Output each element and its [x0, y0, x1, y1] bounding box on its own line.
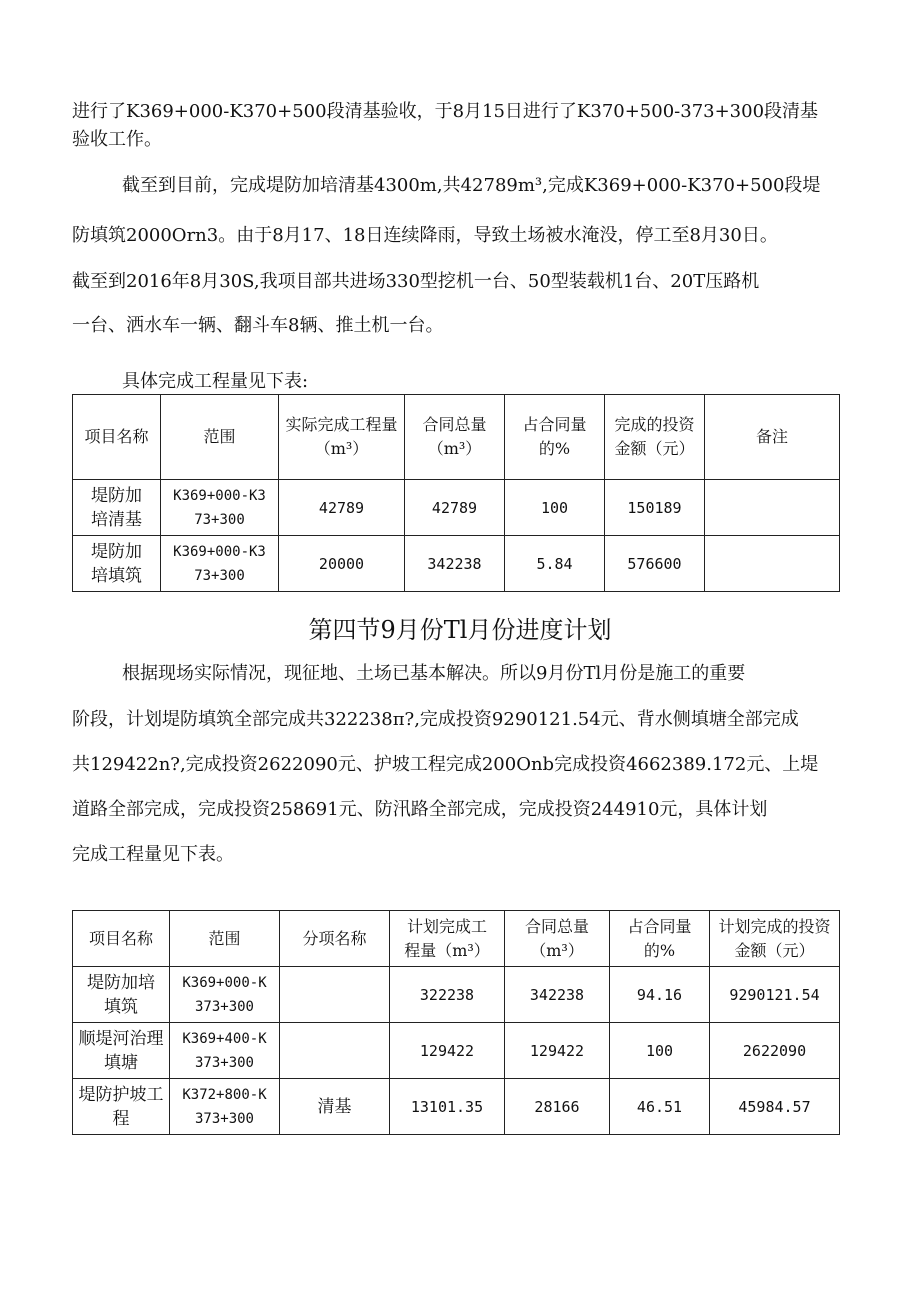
header-cell: 合同总量 （m³） [505, 911, 610, 967]
header-cell: 备注 [705, 395, 840, 480]
table-header-row [73, 395, 840, 480]
cell-contract: 129422 [505, 1023, 610, 1079]
progress-line: 防填筑2000Orn3。由于8月17、18日连续降雨，导致土场被水淹没，停工至8月30日。 [72, 225, 778, 246]
progress-line: 截至到2016年8月30S,我项目部共进场330型挖机一台、50型装载机1台、20T压路机 [72, 271, 760, 292]
cell-range: K369+000-K3 73+300 [161, 480, 279, 536]
cell-contract: 342238 [405, 536, 505, 592]
plan-line: 根据现场实际情况，现征地、土场已基本解决。所以9月份Tl月份是施工的重要 [122, 663, 746, 684]
cell-invest: 576600 [605, 536, 705, 592]
cell-range: K369+000-K3 73+300 [161, 536, 279, 592]
cell-pct: 94.16 [610, 967, 710, 1023]
plan-line: 完成工程量见下表。 [72, 844, 234, 865]
cell-actual: 42789 [279, 480, 405, 536]
plan-line: 阶段，计划堤防填筑全部完成共322238π?,完成投资9290121.54元、背水侧填塘全部完成 [72, 709, 799, 730]
header-cell: 范围 [161, 395, 279, 480]
header-cell: 分项名称 [280, 911, 390, 967]
cell-range: K369+000-K 373+300 [170, 967, 280, 1023]
header-cell: 计划完成的投资 金额（元） [710, 911, 840, 967]
table1-caption: 具体完成工程量见下表: [122, 371, 309, 392]
table-row [73, 536, 840, 592]
cell-contract: 28166 [505, 1079, 610, 1135]
cell-contract: 342238 [505, 967, 610, 1023]
intro-line: 验收工作。 [72, 129, 162, 150]
cell-remark [705, 480, 840, 536]
cell-invest: 9290121.54 [710, 967, 840, 1023]
cell-name: 顺堤河治理 填塘 [73, 1023, 170, 1079]
table-row [73, 967, 840, 1023]
table-header-row [73, 911, 840, 967]
section-title: 第四节9月份Tl月份进度计划 [308, 616, 612, 644]
header-cell: 实际完成工程量 （m³） [279, 395, 405, 480]
progress-paragraph [72, 170, 842, 340]
cell-plan: 322238 [390, 967, 505, 1023]
cell-sub [280, 1023, 390, 1079]
intro-line: 进行了K369+000-K370+500段清基验收，于8月15日进行了K370+500-373+300段清基 [72, 101, 819, 122]
cell-invest: 150189 [605, 480, 705, 536]
header-cell: 计划完成工 程量（m³） [390, 911, 505, 967]
table-row [73, 480, 840, 536]
cell-range: K369+400-K 373+300 [170, 1023, 280, 1079]
header-cell: 占合同量 的% [610, 911, 710, 967]
cell-name: 堤防加 培填筑 [73, 536, 161, 592]
header-cell: 完成的投资 金额（元） [605, 395, 705, 480]
cell-pct: 5.84 [505, 536, 605, 592]
cell-name: 堤防加 培清基 [73, 480, 161, 536]
cell-plan: 129422 [390, 1023, 505, 1079]
header-cell: 占合同量 的% [505, 395, 605, 480]
cell-name: 堤防护坡工 程 [73, 1079, 170, 1135]
plan-line: 共129422n?,完成投资2622090元、护坡工程完成200Onb完成投资4662389.172元、上堤 [72, 754, 819, 775]
header-cell: 合同总量 （m³） [405, 395, 505, 480]
header-cell: 范围 [170, 911, 280, 967]
cell-contract: 42789 [405, 480, 505, 536]
cell-pct: 100 [610, 1023, 710, 1079]
cell-name: 堤防加培 填筑 [73, 967, 170, 1023]
cell-pct: 46.51 [610, 1079, 710, 1135]
plan-line: 道路全部完成，完成投资258691元、防汛路全部完成，完成投资244910元，具体计划 [72, 799, 768, 820]
header-cell: 项目名称 [73, 395, 161, 480]
header-cell: 项目名称 [73, 911, 170, 967]
completed-work-table [72, 394, 840, 592]
cell-actual: 20000 [279, 536, 405, 592]
cell-remark [705, 536, 840, 592]
cell-invest: 45984.57 [710, 1079, 840, 1135]
plan-paragraph [72, 662, 842, 873]
table-row [73, 1079, 840, 1135]
cell-invest: 2622090 [710, 1023, 840, 1079]
table-row [73, 1023, 840, 1079]
cell-plan: 13101.35 [390, 1079, 505, 1135]
progress-line: 截至到目前，完成堤防加培清基4300m,共42789m³,完成K369+000-K370+500段堤 [122, 175, 821, 196]
cell-sub: 清基 [280, 1079, 390, 1135]
cell-sub [280, 967, 390, 1023]
cell-pct: 100 [505, 480, 605, 536]
cell-range: K372+800-K 373+300 [170, 1079, 280, 1135]
intro-paragraph [72, 98, 842, 154]
progress-line: 一台、洒水车一辆、翻斗车8辆、推土机一台。 [72, 315, 444, 336]
plan-work-table [72, 910, 840, 1135]
